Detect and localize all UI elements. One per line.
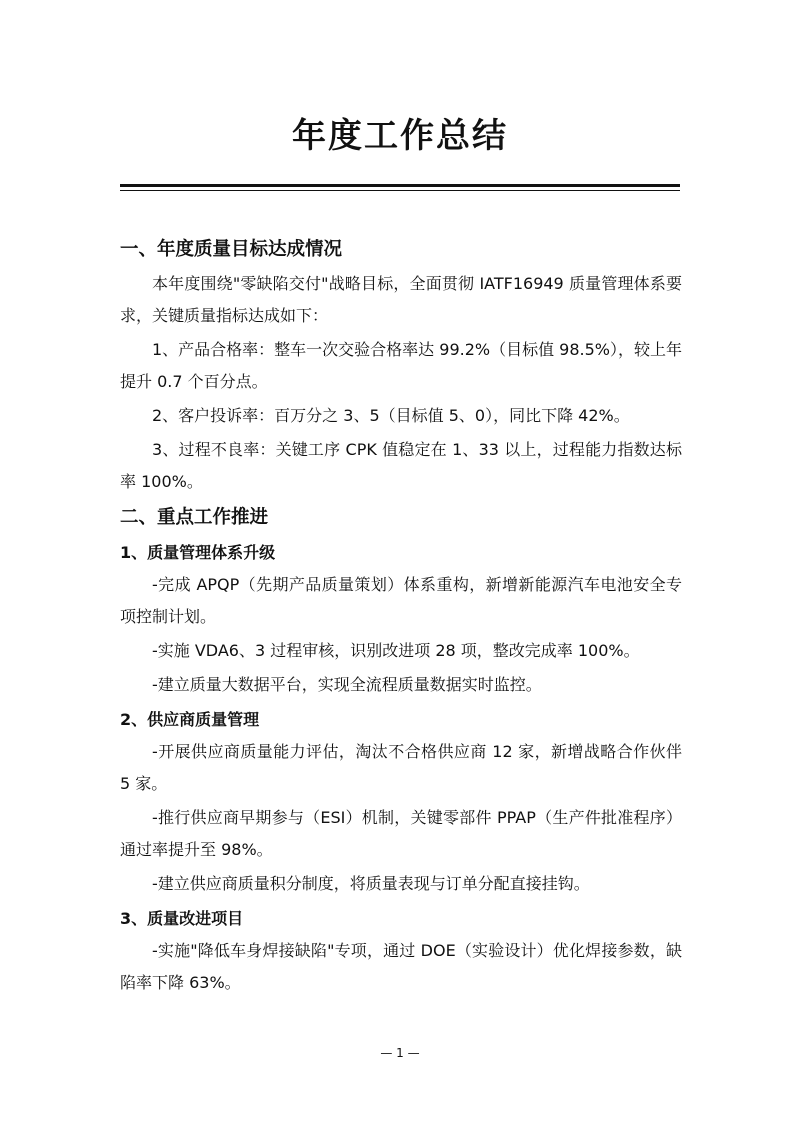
section-heading-key-work: 二、重点工作推进 xyxy=(120,507,269,528)
document-title: 年度工作总结 xyxy=(292,116,508,156)
subsection-heading-improvement: 3、质量改进项目 xyxy=(120,909,244,928)
paragraph: 1、产品合格率：整车一次交验合格率达 99.2%（目标值 98.5%），较上年提升 0.7 个百分点。 xyxy=(120,340,683,391)
page-number: — 1 — xyxy=(380,1046,420,1060)
paragraph: -完成 APQP（先期产品质量策划）体系重构，新增新能源汽车电池安全专项控制计划。 xyxy=(120,575,682,626)
paragraph: -开展供应商质量能力评估，淘汰不合格供应商 12 家，新增战略合作伙伴 5 家。 xyxy=(120,742,682,793)
title-rule-thin xyxy=(120,190,680,191)
paragraph: -建立供应商质量积分制度，将质量表现与订单分配直接挂钩。 xyxy=(152,874,590,893)
subsection-heading-qms: 1、质量管理体系升级 xyxy=(120,543,276,562)
section-heading-goals: 一、年度质量目标达成情况 xyxy=(120,239,343,260)
paragraph: -实施"降低车身焊接缺陷"专项，通过 DOE（实验设计）优化焊接参数，缺陷率下降 63%。 xyxy=(120,941,682,992)
paragraph: -建立质量大数据平台，实现全流程质量数据实时监控。 xyxy=(152,675,542,694)
paragraph: 3、过程不良率：关键工序 CPK 值稳定在 1、33 以上，过程能力指数达标率 100%。 xyxy=(120,440,682,491)
paragraph: -实施 VDA6、3 过程审核，识别改进项 28 项，整改完成率 100%。 xyxy=(152,641,640,660)
paragraph: 2、客户投诉率：百万分之 3、5（目标值 5、0），同比下降 42%。 xyxy=(152,406,630,425)
document-body xyxy=(120,232,682,1001)
paragraph: -推行供应商早期参与（ESI）机制，关键零部件 PPAP（生产件批准程序）通过率提升至 98%。 xyxy=(120,808,682,859)
paragraph: 本年度围绕"零缺陷交付"战略目标，全面贯彻 IATF16949 质量管理体系要求，关键质量指标达成如下： xyxy=(120,274,682,325)
title-rule-thick xyxy=(120,184,680,187)
subsection-heading-supplier: 2、供应商质量管理 xyxy=(120,710,260,729)
